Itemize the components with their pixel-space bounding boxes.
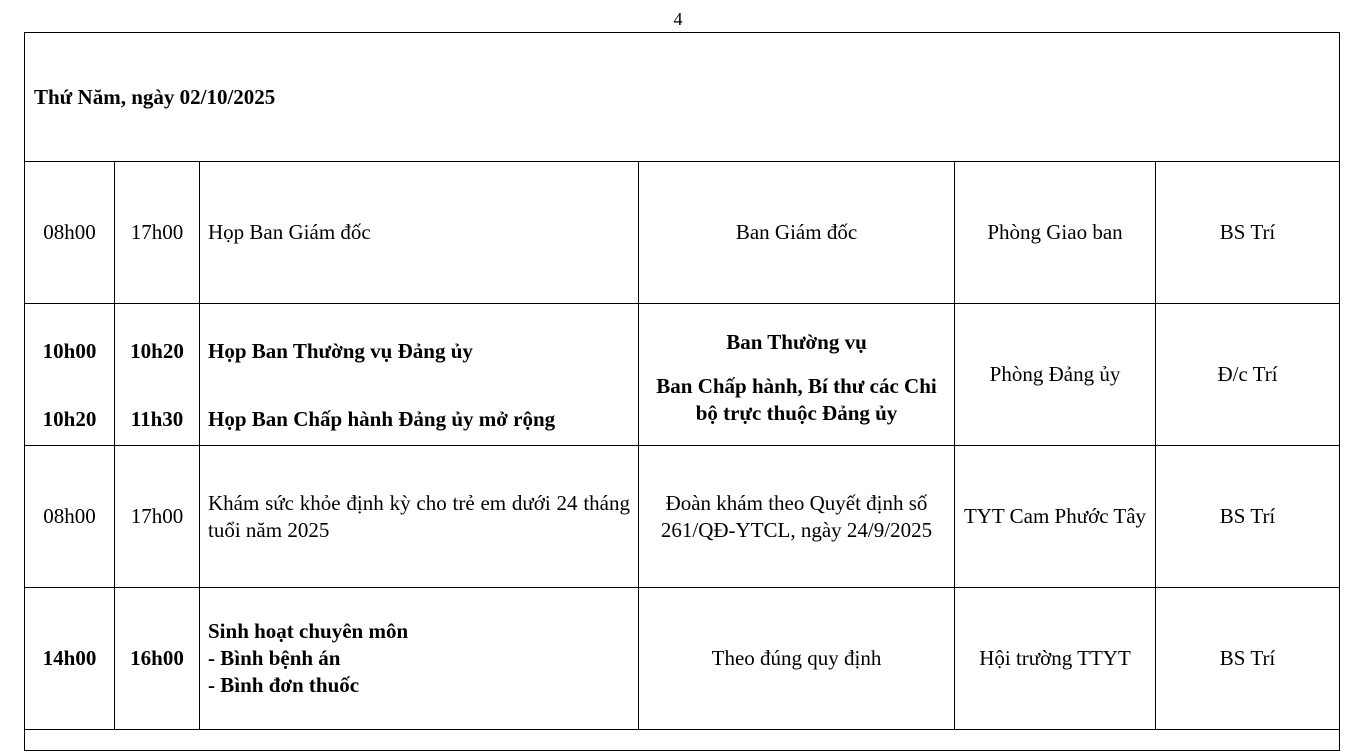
start-time-cell: 14h00 [25, 588, 115, 730]
participants-cell: Đoàn khám theo Quyết định số 261/QĐ-YTCL, ngày 24/9/2025 [639, 446, 955, 588]
content-item-2: Họp Ban Chấp hành Đảng ủy mở rộng [208, 407, 556, 431]
location-cell: Hội trường TTYT [955, 588, 1156, 730]
content-item-1: Họp Ban Thường vụ Đảng ủy [208, 338, 473, 363]
table-row [25, 162, 1340, 304]
start-time-cell [25, 304, 115, 446]
table-row [25, 588, 1340, 730]
participants-cell: Ban Giám đốc [639, 162, 955, 304]
content-cell: Khám sức khỏe định kỳ cho trẻ em dưới 24 tháng tuổi năm 2025 [200, 446, 639, 588]
end-time-2: 11h30 [130, 407, 184, 431]
schedule-table [24, 32, 1340, 751]
host-cell: BS Trí [1156, 446, 1340, 588]
next-day-row [25, 730, 1340, 751]
end-time-1: 10h20 [130, 338, 184, 363]
content-title: Sinh hoạt chuyên môn [208, 619, 409, 643]
host-cell: BS Trí [1156, 162, 1340, 304]
start-time-cell: 08h00 [25, 162, 115, 304]
page-number: 4 [673, 9, 683, 29]
day-header-row [25, 33, 1340, 162]
table-row [25, 446, 1340, 588]
content-cell [200, 304, 639, 446]
location-cell: Phòng Đảng ủy [955, 304, 1156, 446]
end-time-cell [115, 304, 200, 446]
host-cell: Đ/c Trí [1156, 304, 1340, 446]
start-time-1: 10h00 [42, 338, 97, 363]
table-row [25, 304, 1340, 446]
content-item: - Bình bệnh án [208, 646, 341, 670]
content-item: - Bình đơn thuốc [208, 673, 360, 697]
participants-cell [639, 304, 955, 446]
content-cell [200, 588, 639, 730]
content-cell: Họp Ban Giám đốc [200, 162, 639, 304]
participants-cell: Theo đúng quy định [639, 588, 955, 730]
start-time-cell: 08h00 [25, 446, 115, 588]
end-time-cell: 17h00 [115, 446, 200, 588]
location-cell: Phòng Giao ban [955, 162, 1156, 304]
start-time-2: 10h20 [42, 407, 97, 431]
day-header: Thứ Năm, ngày 02/10/2025 [25, 33, 1340, 162]
end-time-cell: 17h00 [115, 162, 200, 304]
host-cell: BS Trí [1156, 588, 1340, 730]
next-day-cell [25, 730, 1340, 751]
end-time-cell: 16h00 [115, 588, 200, 730]
participants-item-2: Ban Chấp hành, Bí thư các Chi bộ trực thuộc Đảng ủy [656, 373, 937, 425]
location-cell: TYT Cam Phước Tây [955, 446, 1156, 588]
participants-item-1: Ban Thường vụ [726, 330, 867, 354]
